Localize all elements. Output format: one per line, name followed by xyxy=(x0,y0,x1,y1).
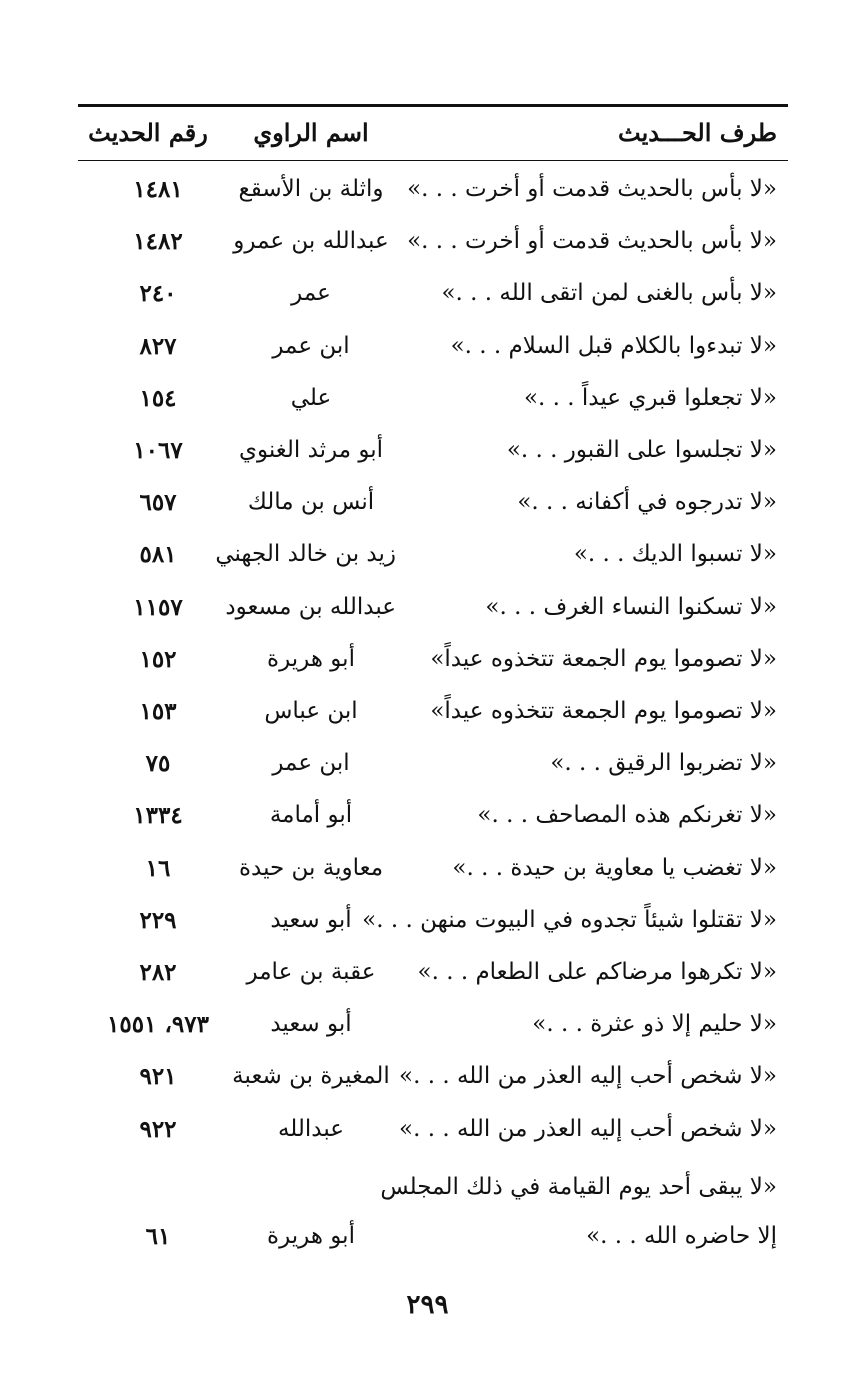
hadith-number: ١١٥٧ xyxy=(133,593,183,621)
narrator-name: عبدالله بن عمرو xyxy=(233,228,389,255)
table-row xyxy=(0,646,855,698)
narrator-name: عقبة بن عامر xyxy=(246,959,376,985)
hadith-text: «لا تغضب يا معاوية بن حيدة . . .» xyxy=(452,854,777,881)
hadith-number: ٦١ xyxy=(145,1223,171,1250)
narrator-name: ابن عمر xyxy=(272,332,350,359)
hadith-text: إلا حاضره الله . . .» xyxy=(586,1223,777,1249)
hadith-number: ١٥٢ xyxy=(139,645,177,673)
table-row xyxy=(0,594,855,646)
hadith-text: «لا شخص أحب إليه العذر من الله . . .» xyxy=(399,1115,777,1142)
hadith-text: «لا بأس بالحديث قدمت أو أخرت . . .» xyxy=(407,176,777,202)
hadith-text: «لا تدرجوه في أكفانه . . .» xyxy=(517,489,777,516)
table-row xyxy=(0,541,855,593)
hadith-number: ٩٧٣، ١٥٥١ xyxy=(107,1011,209,1039)
top-rule xyxy=(78,104,788,107)
narrator-name: ابن عباس xyxy=(264,698,358,724)
table-row xyxy=(0,176,855,228)
hadith-text: «لا تبدءوا بالكلام قبل السلام . . .» xyxy=(450,332,777,359)
narrator-name: أبو سعيد xyxy=(270,1011,352,1038)
hadith-text: «لا تغرنكم هذه المصاحف . . .» xyxy=(477,802,777,829)
hadith-number: ٥٨١ xyxy=(139,541,177,569)
hadith-number: ٢٨٢ xyxy=(139,959,177,986)
table-row xyxy=(0,333,855,385)
narrator-name: أبو هريرة xyxy=(267,645,355,672)
hadith-number: ٩٢٢ xyxy=(139,1115,177,1143)
narrator-name: واثلة بن الأسقع xyxy=(238,176,384,202)
table-row xyxy=(0,1174,855,1226)
table-row xyxy=(0,1223,855,1275)
hadith-text: «لا تصوموا يوم الجمعة تتخذوه عيداً» xyxy=(430,698,777,724)
hadith-number: ٩٢١ xyxy=(139,1063,177,1091)
hadith-text: «لا تجلسوا على القبور . . .» xyxy=(506,437,777,463)
table-row xyxy=(0,1011,855,1063)
hadith-text: «لا تجعلوا قبري عيداً . . .» xyxy=(523,384,777,411)
hadith-number: ٦٥٧ xyxy=(139,489,177,517)
table-row xyxy=(0,385,855,437)
hadith-number: ١٤٨٢ xyxy=(133,228,183,256)
narrator-name: معاوية بن حيدة xyxy=(238,854,384,881)
header-rule xyxy=(78,160,788,161)
column-header-narrator: اسم الراوي xyxy=(253,118,369,147)
hadith-number: ١٥٣ xyxy=(139,698,177,725)
hadith-text: «لا بأس بالغنى لمن اتقى الله . . .» xyxy=(441,280,777,307)
page-number: ٢٩٩ xyxy=(406,1290,449,1320)
table-row xyxy=(0,1063,855,1115)
hadith-text: «لا تقتلوا شيئاً تجدوه في البيوت منهن . . .» xyxy=(362,906,777,933)
narrator-name: ابن عمر xyxy=(272,750,350,777)
hadith-text: «لا تسكنوا النساء الغرف . . .» xyxy=(485,593,777,620)
hadith-text: «لا تضربوا الرقيق . . .» xyxy=(550,750,777,777)
table-row xyxy=(0,802,855,854)
table-row xyxy=(0,228,855,280)
column-header-hadith-text: طرف الحـــديث xyxy=(618,118,777,147)
hadith-number: ٧٥ xyxy=(145,750,171,778)
table-row xyxy=(0,750,855,802)
hadith-text: «لا بأس بالحديث قدمت أو أخرت . . .» xyxy=(407,228,777,255)
hadith-number: ١٣٣٤ xyxy=(133,802,183,830)
table-row xyxy=(0,855,855,907)
hadith-number: ٢٢٩ xyxy=(139,906,177,934)
narrator-name: زيد بن خالد الجهني xyxy=(215,541,396,568)
table-row xyxy=(0,437,855,489)
hadith-text: «لا شخص أحب إليه العذر من الله . . .» xyxy=(399,1063,777,1090)
table-row xyxy=(0,959,855,1011)
hadith-text: «لا يبقى أحد يوم القيامة في ذلك المجلس xyxy=(380,1174,777,1200)
narrator-name: عمر xyxy=(291,280,331,307)
narrator-name: أبو هريرة xyxy=(267,1223,355,1249)
table-row xyxy=(0,489,855,541)
column-header-hadith-number: رقم الحديث xyxy=(88,118,208,147)
table-row xyxy=(0,907,855,959)
narrator-name: علي xyxy=(290,384,332,411)
narrator-name: أبو سعيد xyxy=(270,906,352,933)
hadith-text: «لا حليم إلا ذو عثرة . . .» xyxy=(532,1011,777,1038)
hadith-text: «لا تكرهوا مرضاكم على الطعام . . .» xyxy=(417,959,777,985)
hadith-number: ١٠٦٧ xyxy=(133,437,183,464)
hadith-number: ٨٢٧ xyxy=(139,332,177,360)
narrator-name: عبدالله xyxy=(277,1115,345,1142)
hadith-number: ١٤٨١ xyxy=(133,176,183,203)
hadith-text: «لا تسبوا الديك . . .» xyxy=(573,541,777,568)
narrator-name: المغيرة بن شعبة xyxy=(232,1063,390,1090)
hadith-number: ١٦ xyxy=(145,854,171,882)
table-row xyxy=(0,698,855,750)
hadith-text: «لا تصوموا يوم الجمعة تتخذوه عيداً» xyxy=(430,645,777,672)
hadith-number: ٢٤٠ xyxy=(139,280,177,308)
narrator-name: أنس بن مالك xyxy=(247,489,375,516)
narrator-name: أبو مرثد الغنوي xyxy=(238,437,384,463)
table-row xyxy=(0,1116,855,1168)
narrator-name: أبو أمامة xyxy=(269,802,353,829)
hadith-number: ١٥٤ xyxy=(139,384,177,412)
table-row xyxy=(0,280,855,332)
narrator-name: عبدالله بن مسعود xyxy=(225,593,396,620)
